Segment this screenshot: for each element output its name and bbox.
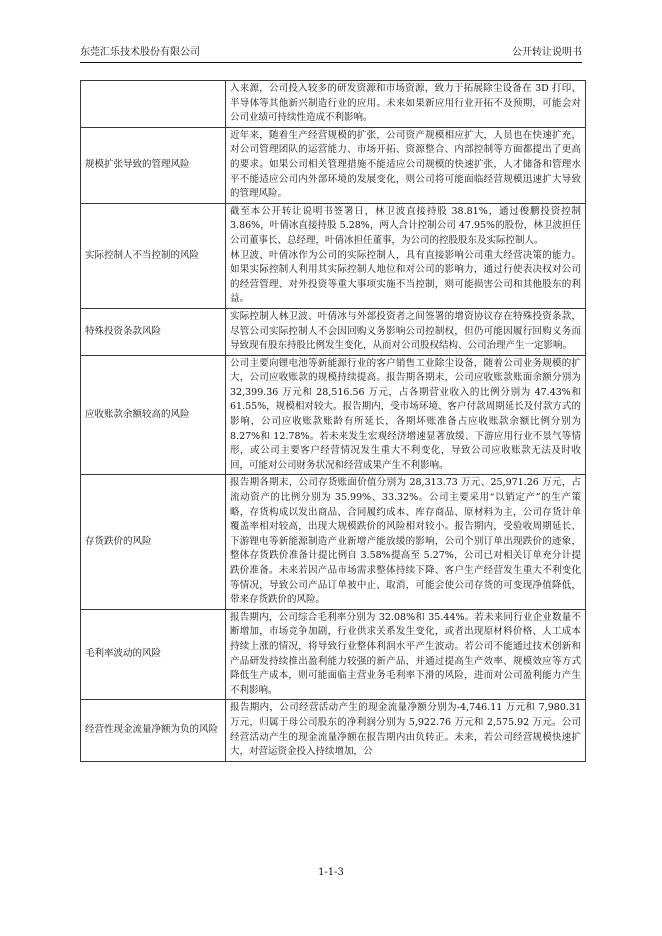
risk-paragraph: 近年来，随着生产经营规模的扩张，公司资产规模相应扩大，人员也在快速扩充，对公司管理团队的运营能力、市场开拓、资源整合、内部控制等方面都提出了更高的要求。如果公司相关管理措施不能适应公司规模的快速扩张，人才储备和管理水平不能适应公司内外部环境的发展变化，则公司将可能面临经营规模迅速扩大导致的管理风险。 <box>230 129 581 200</box>
risk-paragraph: 截至本公开转让说明书签署日，林卫波直接持股 38.81%，通过俊鹏投资控制 3.86%，叶倩冰直接持股 5.28%，两人合计控制公司 47.95%的股份，林卫波担任公司董事长、总经理，叶倩冰担任董事，为公司的控股股东及实际控制人。 <box>230 205 581 246</box>
table-row <box>81 700 586 761</box>
risk-name <box>81 81 226 128</box>
table-row <box>81 81 586 128</box>
company-name: 东莞汇乐技术股份有限公司 <box>80 47 200 58</box>
table-row <box>81 308 586 355</box>
risk-paragraph: 公司主要向锂电池等新能源行业的客户销售工业除尘设备，随着公司业务规模的扩大，公司应收账款的规模持续提高。报告期各期末，公司应收账款账面余额分别为 32,399.36 万元和 28,516.56 万元，占各期营业收入的比例分别为 47.43%和 61.55%，规模相对较大。报告期内，受市场环境、客户付款周期延长及付款方式的影响，公司应收账款账龄有所延长，各期坏账准备占应收账款余额比例分别为 8.27%和 12.78%。若未来发生宏观经济增速显著放缓、下游应用行业不景气等情形，或公司主要客户经营情况发生重大不利变化，导致公司应收账款无法及时收回，可能对公司财务状况和经营成果产生不利影响。 <box>230 357 581 471</box>
risk-description <box>226 127 586 203</box>
risk-paragraph: 林卫波、叶倩冰作为公司的实际控制人，具有直接影响公司重大经营决策的能力。如果实际控制人利用其实际控制人地位和对公司的影响力，通过行使表决权对公司的经营管理、对外投资等重大事项实施不当控制，则可能损害公司和其他股东的利益。 <box>230 249 581 305</box>
page-number: 1-1-3 <box>318 867 344 878</box>
risk-description <box>226 475 586 609</box>
risk-name: 特殊投资条款风险 <box>81 308 226 355</box>
risk-description <box>226 308 586 355</box>
risk-description <box>226 700 586 761</box>
risk-name: 经营性现金流量净额为负的风险 <box>81 700 226 761</box>
risk-name: 存货跌价的风险 <box>81 475 226 609</box>
document-title: 公开转让说明书 <box>512 47 582 58</box>
header-divider <box>80 62 582 63</box>
risk-description <box>226 81 586 128</box>
risk-paragraph: 报告期内，公司经营活动产生的现金流量净额分别为-4,746.11 万元和 7,980.31 万元，归属于母公司股东的净利润分别为 5,922.76 万元和 2,575.92 万元。公司经营活动产生的现金流量净额在报告期内由负转正。未来，若公司经营规模快速扩大，对营运资金投入持续增加，公 <box>230 702 581 758</box>
risk-paragraph: 入来源，公司投入较多的研发资源和市场资源，致力于拓展除尘设备在 3D 打印、半导体等其他新兴制造行业的应用。未来如果新应用行业开拓不及预期，可能会对公司业绩可持续性造成不利影响。 <box>230 83 581 124</box>
risk-description <box>226 355 586 475</box>
risk-table <box>80 80 586 762</box>
table-row <box>81 355 586 475</box>
risk-name: 实际控制人不当控制的风险 <box>81 203 226 308</box>
risk-name: 应收账款余额较高的风险 <box>81 355 226 475</box>
table-row <box>81 127 586 203</box>
table-row <box>81 203 586 308</box>
risk-name: 毛利率波动的风险 <box>81 609 226 700</box>
risk-paragraph: 实际控制人林卫波、叶倩冰与外部投资者之间签署的增资协议存在特殊投资条款，尽管公司实际控制人不会因回购义务影响公司控制权，但仍可能因履行回购义务而导致现有股东持股比例发生变化，从而对公司股权结构、公司治理产生一定影响。 <box>230 310 581 352</box>
table-row <box>81 475 586 609</box>
risk-paragraph: 报告期各期末，公司存货账面价值分别为 28,313.73 万元、25,971.26 万元，占流动资产的比例分别为 35.99%、33.32%。公司主要采用“以销定产”的生产策略，存货构成以发出商品、合同履约成本、库存商品、原材料为主，公司存货计单覆盖率相对较高，出现大规模跌价的风险相对较小。报告期内，受验收周期延长、下游锂电等新能源制造产业新增产能放缓的影响，公司个别订单出现跌价的迹象，整体存货跌价准备计提比例自 3.58%提高至 5.27%，公司已对相关订单充分计提跌价准备。未来若因产品市场需求整体持续下降、客户生产经营发生重大不利变化等情况，导致公司产品订单被中止、取消，可能会使公司存货的可变现净值降低，带来存货跌价的风险。 <box>230 477 581 606</box>
table-row <box>81 609 586 700</box>
risk-name: 规模扩张导致的管理风险 <box>81 127 226 203</box>
risk-description <box>226 609 586 700</box>
risk-paragraph: 报告期内，公司综合毛利率分别为 32.08%和 35.44%。若未来同行业企业数量不断增加，市场竞争加剧，行业供求关系发生变化，或者出现原材料价格、人工成本持续上涨的情况，将导致行业整体利润水平产生波动。若公司不能通过技术创新和产品研发持续推出盈利能力较强的新产品，并通过提高生产效率、规模效应等方式降低生产成本，则可能面临主营业务毛利率下滑的风险，进而对公司盈利能力产生不利影响。 <box>230 611 581 696</box>
risk-description <box>226 203 586 308</box>
